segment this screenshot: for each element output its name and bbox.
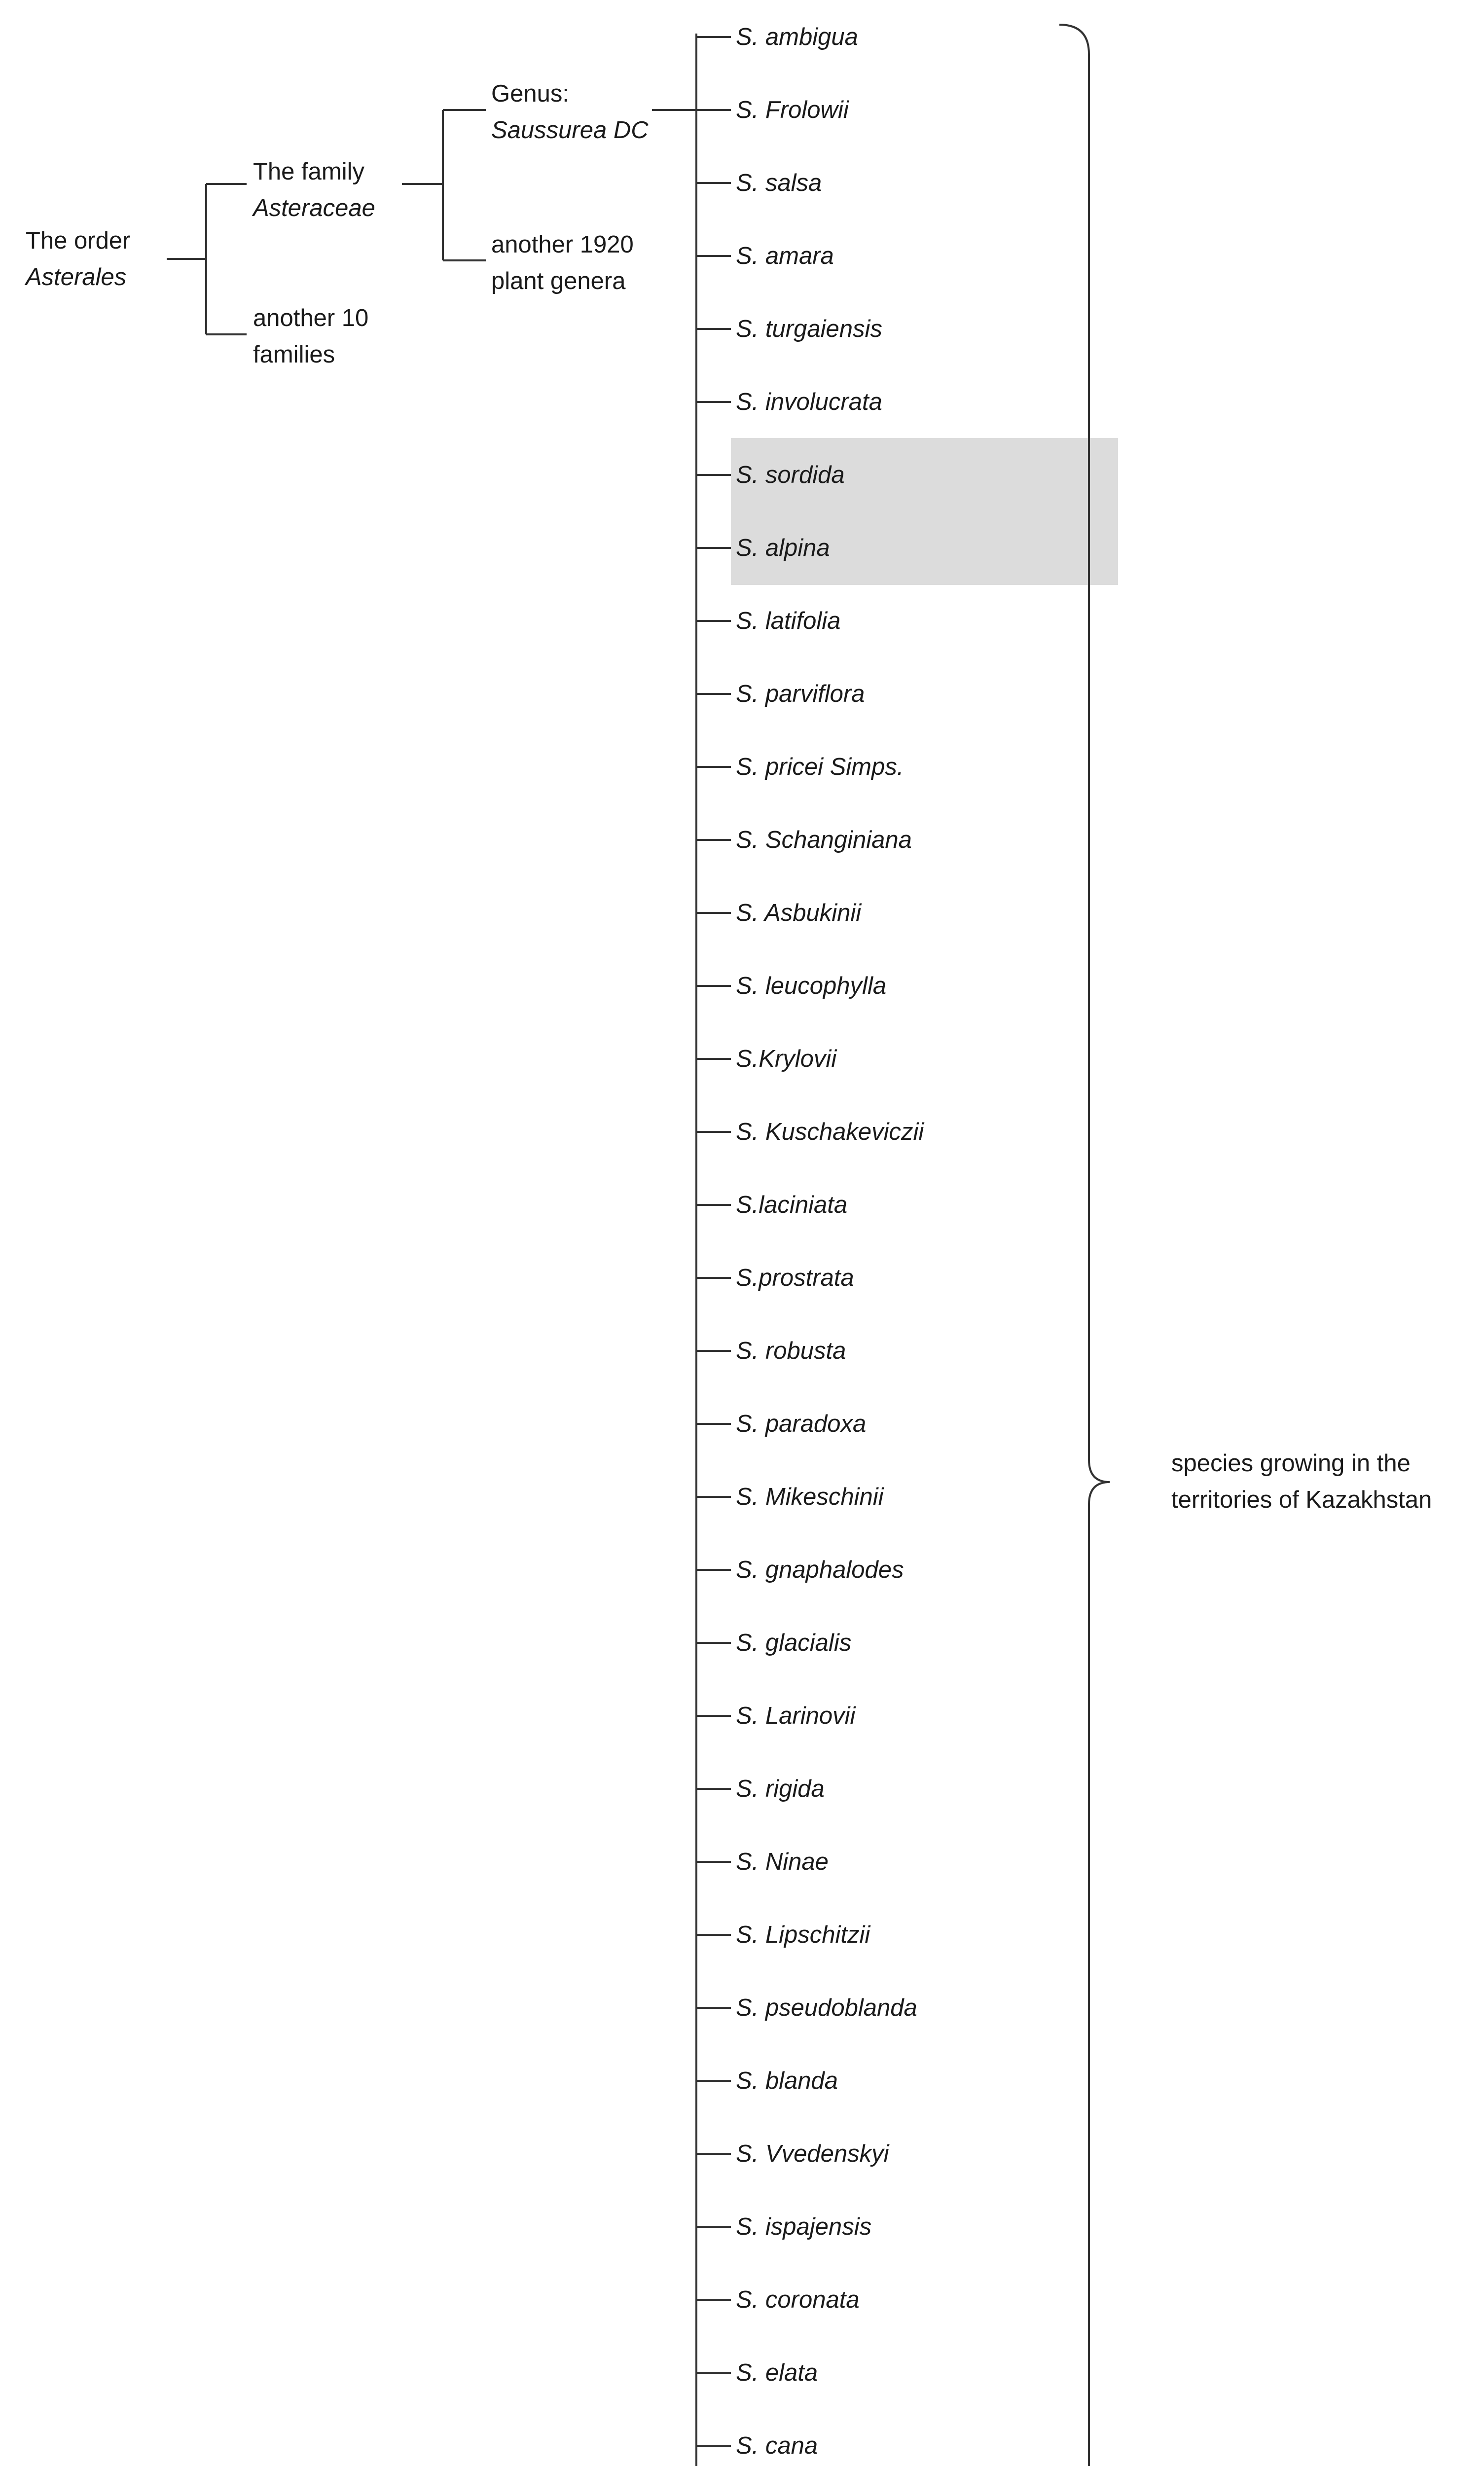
other-genera-line2: plant genera: [491, 268, 626, 294]
species-label: S. pseudoblanda: [736, 1995, 917, 2021]
species-label: S. Kuschakeviczii: [736, 1119, 924, 1145]
species-label: S. pricei Simps.: [736, 754, 904, 780]
family-label: The family: [253, 158, 365, 185]
species-label: S. leucophylla: [736, 973, 887, 999]
species-label: S. rigida: [736, 1776, 825, 1802]
species-label: S. ispajensis: [736, 2213, 872, 2240]
species-label: S. elata: [736, 2359, 818, 2386]
species-label: S. Mikeschinii: [736, 1484, 884, 1510]
order-node: [26, 222, 130, 295]
species-label: S. ambigua: [736, 24, 858, 50]
species-label: S. paradoxa: [736, 1411, 867, 1437]
species-label: S. turgaiensis: [736, 316, 882, 342]
species-label: S. alpina: [736, 535, 830, 561]
brace-label-line1: species growing in the: [1171, 1450, 1411, 1477]
other-families-line1: another 10: [253, 305, 369, 331]
species-label: S.laciniata: [736, 1192, 848, 1218]
species-label: S. Frolowii: [736, 97, 849, 123]
species-label: S. involucrata: [736, 389, 882, 415]
species-label: S. Larinovii: [736, 1703, 856, 1729]
genus-node: [491, 75, 649, 148]
family-node: [253, 153, 375, 226]
species-label: S. Ninae: [736, 1849, 829, 1875]
other-families-line2: families: [253, 341, 335, 368]
genus-label: Genus:: [491, 80, 569, 107]
family-name: Asteraceae: [253, 195, 375, 221]
brace-label: [1171, 1445, 1432, 1518]
other-families-node: [253, 300, 368, 373]
species-label: S. coronata: [736, 2286, 860, 2313]
other-genera-line1: another 1920: [491, 231, 634, 258]
species-label: S. amara: [736, 243, 834, 269]
species-label: S. Lipschitzii: [736, 1922, 870, 1948]
species-label: S. Vvedenskyi: [736, 2140, 889, 2167]
species-label: S. Schanginiana: [736, 827, 912, 853]
species-label: S. blanda: [736, 2067, 838, 2094]
species-label: S.Krylovii: [736, 1046, 837, 1072]
species-label: S. parviflora: [736, 681, 865, 707]
species-label: S. salsa: [736, 170, 822, 196]
other-genera-node: [491, 226, 634, 299]
species-brace: [1059, 25, 1110, 2466]
genus-name: Saussurea DC: [491, 117, 649, 144]
species-label: S. latifolia: [736, 608, 841, 634]
species-label: S. glacialis: [736, 1630, 852, 1656]
order-name: Asterales: [26, 264, 127, 290]
species-label: S. robusta: [736, 1338, 846, 1364]
species-label: S. gnaphalodes: [736, 1557, 904, 1583]
order-label: The order: [26, 227, 131, 254]
species-label: S. Asbukinii: [736, 900, 862, 926]
species-label: S. sordida: [736, 462, 845, 488]
species-label: S. cana: [736, 2432, 818, 2459]
species-label: S.prostrata: [736, 1265, 854, 1291]
brace-label-line2: territories of Kazakhstan: [1171, 1487, 1432, 1513]
